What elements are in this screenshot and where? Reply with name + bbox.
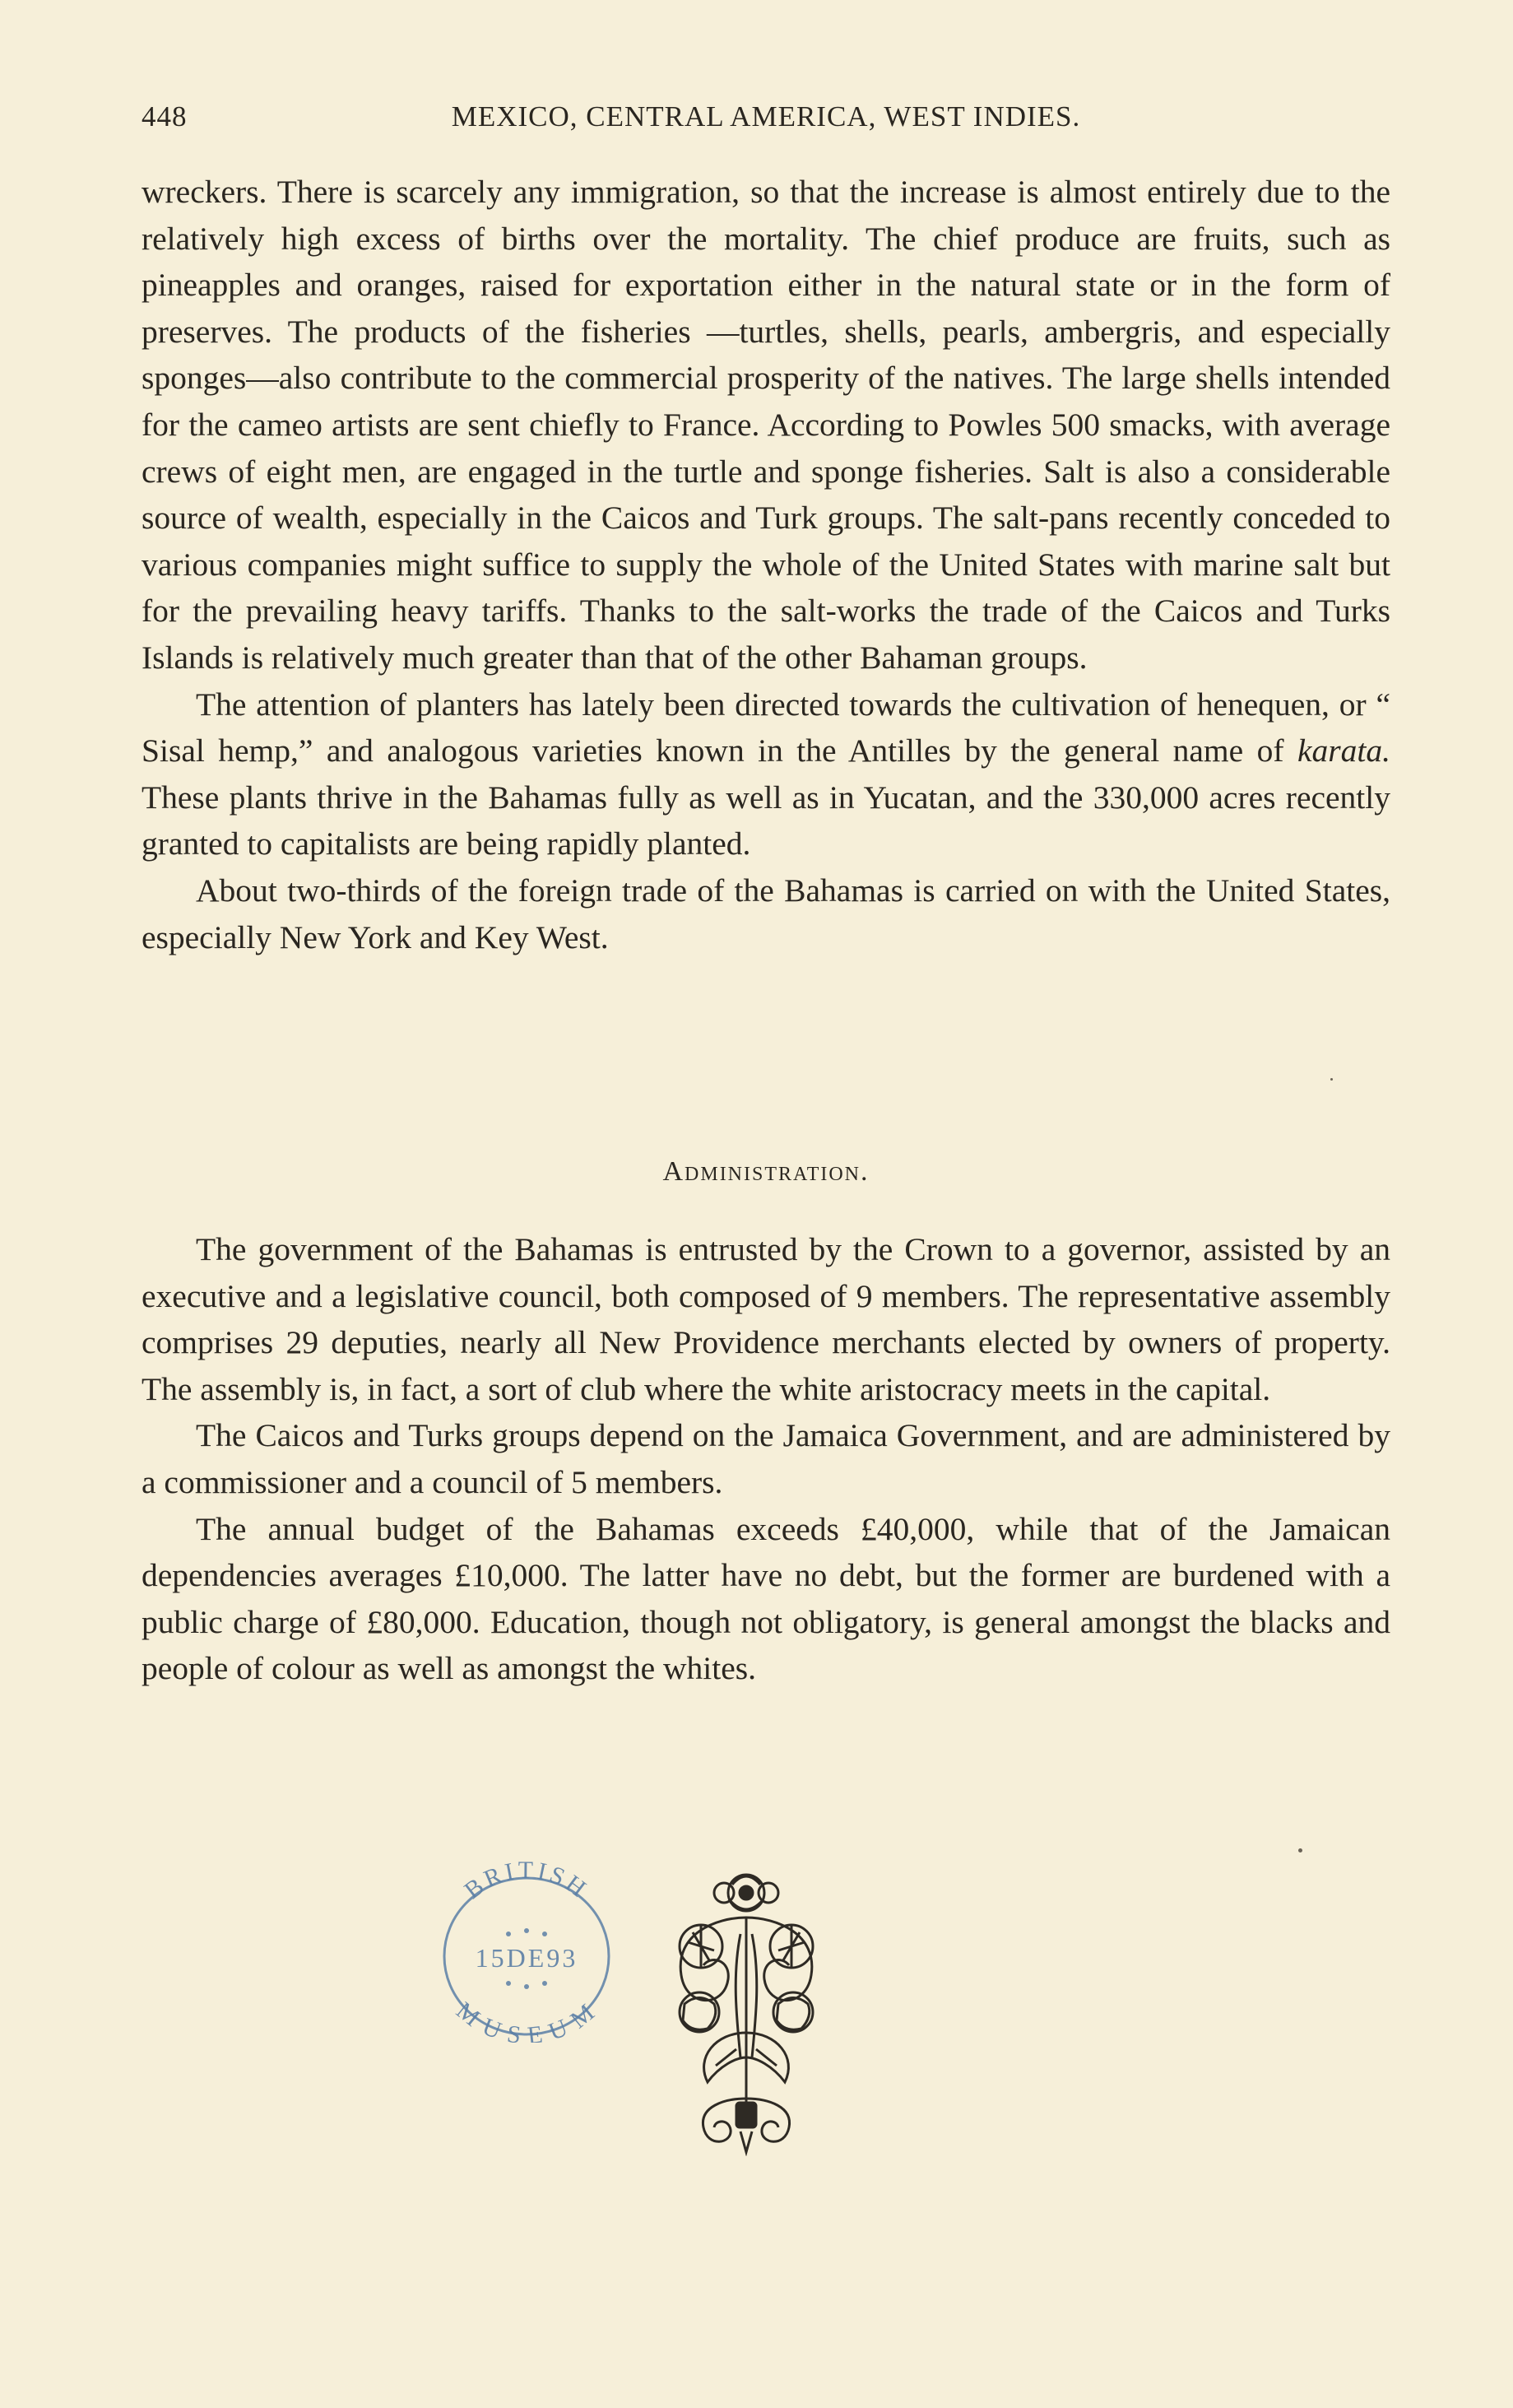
administration-text bbox=[142, 1226, 1390, 1692]
admin-paragraph-3: The annual budget of the Bahamas exceeds £40,000, while that of the Jamaican dependencies averages £10,000. The latter have no debt, but the former are burdened with a public charge of £80,000. Education, though not obligatory, is general amongst the blacks and people of colour as well as amongst the whites. bbox=[142, 1510, 1390, 1687]
page-number: 448 bbox=[142, 100, 188, 132]
body-text bbox=[142, 169, 1390, 960]
running-head: MEXICO, CENTRAL AMERICA, WEST INDIES. bbox=[451, 100, 1081, 132]
svg-text:BRITISH bbox=[459, 1862, 593, 1904]
paragraph-2-text-a: The attention of planters has lately been directed towards the cultivation of henequen, or “ Sisal hemp,” and analogous varieties known in the Antilles by the general name of bbox=[142, 686, 1390, 769]
svg-text:MUSEUM bbox=[451, 1997, 602, 2043]
page-header bbox=[142, 92, 1390, 138]
paragraph-3: About two-thirds of the foreign trade of the Bahamas is carried on with the United States, especially New York and Key West. bbox=[142, 872, 1390, 955]
paragraph-2-text-b: These plants thrive in the Bahamas fully as well as in Yucatan, and the 330,000 acres recently granted to capitalists are being rapidly planted. bbox=[142, 779, 1390, 862]
floral-tailpiece-icon bbox=[658, 1868, 835, 2156]
stamp-date: 15DE93 bbox=[475, 1943, 578, 1973]
library-stamp bbox=[428, 1862, 625, 2043]
paper-speck bbox=[1298, 1848, 1302, 1852]
admin-paragraph-2: The Caicos and Turks groups depend on the Jamaica Government, and are administered by a commissioner and a council of 5 members. bbox=[142, 1417, 1390, 1500]
paragraph-2 bbox=[142, 681, 1390, 867]
section-heading: Administration. bbox=[662, 1156, 870, 1187]
paragraph-2-italic: karata. bbox=[1297, 732, 1390, 769]
stamp-top-text: BRITISH bbox=[459, 1862, 594, 1905]
paper-speck bbox=[1330, 1078, 1333, 1081]
paragraph-1: wreckers. There is scarcely any immigration, so that the increase is almost entirely due to the relatively high excess of births over the mortality. The chief produce are fruits, such as pineapples and oranges, raised for exportation either in the natural state or in the form of preserves. The products of the fisheries —turtles, shells, pearls, ambergris, and especially sponges—also contribute to the commercial prosperity of the natives. The large shells intended for the cameo artists are sent chiefly to France. According to Powles 500 smacks, with average crews of eight men, are engaged in the turtle and sponge fisheries. Salt is also a considerable source of wealth, especially in the Caicos and Turk groups. The salt-pans recently conceded to various companies might suffice to supply the whole of the United States with marine salt but for the prevailing heavy tariffs. Thanks to the salt-works the trade of the Caicos and Turks Islands is relatively much greater than that of the other Bahaman groups. bbox=[142, 174, 1390, 676]
stamp-bottom-text: MUSEUM bbox=[451, 1997, 602, 2043]
admin-paragraph-1: The government of the Bahamas is entrusted by the Crown to a governor, assisted by an executive and a legislative council, both composed of 9 members. The representative assembly comprises 29 deputies, nearly all New Providence merchants elected by owners of property. The assembly is, in fact, a sort of club where the white aristocracy meets in the capital. bbox=[142, 1231, 1390, 1407]
